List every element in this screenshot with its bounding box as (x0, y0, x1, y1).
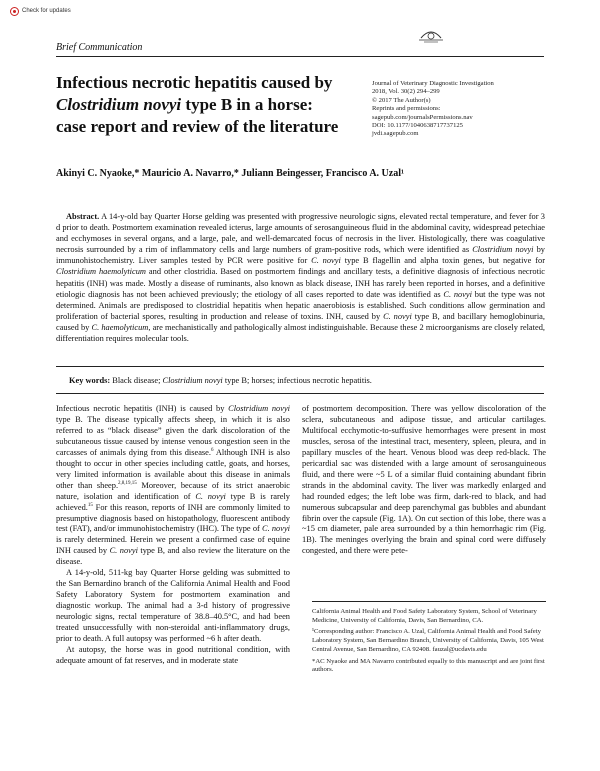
abstract-italic: C. novyi (443, 289, 472, 299)
text: type B is rarely achieved. (56, 491, 290, 512)
abstract-italic: Clostridium novyi (472, 245, 534, 255)
title-species: Clostridium novyi (56, 95, 182, 114)
title-line-2 (56, 94, 356, 116)
footnotes (312, 608, 546, 678)
abstract-italic: C. novyi (383, 311, 412, 321)
abstract-text: but the type was not determined. Animals are predisposed to clostridial hepatitis when hepatic anaerobiosis is established. Such conditions allow germination and proliferation of bacterial spores, resulting in production and release of toxins. INH, caused by (56, 289, 545, 321)
keywords-text: Black disease; (110, 376, 163, 385)
footnote-corresponding: ¹Corresponding author: Francisco A. Uzal, California Animal Health and Food Safety Laboratory System, San Bernardino Branch, University of California, Davis, 105 West Central Avenue, San Bernardino, CA 92408. fauzal@ucdavis.edu (312, 628, 544, 653)
title-line-1: Infectious necrotic hepatitis caused by (56, 73, 333, 92)
abstract-rule (56, 366, 544, 367)
header-rule (56, 56, 544, 57)
journal-line[interactable]: jvdi.sagepub.com (372, 130, 419, 138)
footnote-equal-contribution: *AC Nyaoke and MA Navarro contributed equally to this manuscript and are joint first authors. (312, 657, 545, 674)
journal-line: © 2017 The Author(s) (372, 96, 431, 104)
abstract-text: , are mechanistically and pathologically almost indistinguishable. Because these 2 microorganisms are closely related, differentiation requires molecular tools. (56, 322, 545, 344)
italic: C. novyi (109, 546, 138, 556)
journal-line: Reprints and permissions: (372, 105, 441, 113)
text: For this reason, reports of INH are commonly limited to presumptive diagnosis based on histopathology, fluorescent antibody test (FAT), and/or immunohistochemistry (IHC). The type of (56, 502, 290, 534)
abstract-text: type B flagellin and alpha toxin genes, but negative for (340, 256, 545, 266)
text: Infectious necrotic hepatitis (INH) is caused by (56, 404, 229, 413)
text: is rarely determined. Herein we present a confirmed case of equine INH caused by (56, 535, 290, 556)
italic: Clostridium novyi (228, 404, 290, 413)
abstract-label: Abstract. (66, 212, 100, 221)
update-badge-label: Check for updates (22, 8, 71, 14)
title-line-3: case report and review of the literature (56, 117, 339, 136)
update-icon (10, 7, 19, 16)
journal-info (372, 80, 547, 139)
abstract-text: A 14-y-old bay Quarter Horse gelding was presented with progressive neurologic signs, elevated rectal temperature, and fever for 3 d prior to death. Postmortem examination revealed icterus, large amounts of serosanguineous fluid in the abdominal cavity, widespread petechiae and ecchymoses in several organs, and a large, pale, and well-demarcated focus of necrosis in the liver. Histologically, there was coagulative necrosis surrounded by a rim of inflammatory cells and large numbers of gram-positive rods, which were identified as (56, 212, 545, 255)
keywords-text: type B; horses; infectious necrotic hepatitis. (222, 376, 372, 385)
journal-line[interactable]: DOI: 10.1177/1040638717737125 (372, 122, 463, 130)
abstract-text: type B, and bacillary hemoglobinuria, caused by (56, 311, 545, 332)
check-for-updates-badge[interactable] (10, 6, 90, 16)
text: Although INH is also thought to occur in other species including cattle, goats, and horses, very limited information is available about this disease in animals other than sheep. (56, 447, 290, 490)
paragraph (56, 404, 290, 568)
body-column-left (56, 404, 290, 667)
abstract-italic: C. haemolyticum (91, 322, 149, 332)
keywords-rule (56, 393, 544, 394)
keywords-label: Key words: (69, 376, 111, 385)
author-list: Akinyi C. Nyaoke,* Mauricio A. Navarro,* Juliann Beingesser, Francisco A. Uzal¹ (56, 168, 404, 179)
body-column-right (302, 404, 546, 557)
journal-logo-icon (418, 24, 444, 46)
keywords-italic: Clostridium novyi (162, 376, 223, 385)
paragraph: of postmortem decomposition. There was yellow discoloration of the sclera, subcutaneous and adipose tissue, and articular cartilages. Multifocal ecchymotic-to-suffusive hemorrhages were present in most muscles, serosa of the intestinal tract, mesentery, spleen, pleura, and in papillary muscles of the heart. Venous blood was deep red-black. The pericardial sac was distended with a large amount of serosanguineous fluid, and there were ~5 L of a similar fluid containing abundant fibrin strands in the abdominal cavity. The liver was markedly enlarged and had rounded edges; the left lobe was firm, dark-red to black, and had numerous subcapsular and deep parenchymal gas bubbles and abundant fibrin over the capsule (Fig. 1A). On cut section of this lobe, there was a ~15 cm diameter, pale area surrounded by a thin hemorrhagic rim (Fig. 1B). The meninges overlying the brain and spinal cord were diffusely congested, and there were pete- (302, 404, 546, 556)
journal-line: 2018, Vol. 30(2) 294–299 (372, 88, 440, 96)
abstract-italic: Clostridium haemolyticum (56, 267, 146, 277)
footnote-affiliation: California Animal Health and Food Safety Laboratory System, School of Veterinary Medicine, University of California, Davis, San Bernardino, CA. (312, 608, 537, 624)
citation[interactable]: 2,8,19,15 (118, 480, 137, 486)
paragraph: At autopsy, the horse was in good nutritional condition, with adequate amount of fat reserves, and in moderate state (56, 644, 290, 665)
journal-line: Journal of Veterinary Diagnostic Investigation (372, 80, 494, 87)
title-line-2-rest: type B in a horse: (181, 95, 313, 114)
italic: C. novyi (195, 491, 226, 501)
section-label: Brief Communication (56, 42, 143, 53)
paragraph: A 14-y-old, 511-kg bay Quarter Horse gelding was submitted to the San Bernardino branch of the California Animal Health and Food Safety Laboratory System for postmortem examination and diagnostic workup. The animal had a 3-d history of progressive neurologic signs, rectal temperature of 38.8–40.5°C, and had been treated unsuccessfully with non-steroidal anti-inflammatory drugs, prior to death. A full autopsy was performed ~6 h after death. (56, 568, 290, 644)
text: type B, and also review the literature on the disease. (56, 546, 291, 567)
abstract (56, 211, 545, 344)
abstract-text: by immunohistochemistry. Liver samples tested by PCR were positive for (56, 245, 545, 266)
journal-line[interactable]: sagepub.com/journalsPermissions.nav (372, 113, 473, 121)
keywords (69, 376, 545, 385)
footnote-rule (312, 601, 546, 602)
article-title (56, 72, 356, 138)
abstract-italic: C. novyi (311, 256, 341, 266)
text: type B. The disease typically affects sheep, in which it is also referred to as “black disease” given the dark discoloration of the subcutaneous tissue caused by intense venous congestion seen in the carcasses of animals dying from this disease. (56, 414, 290, 457)
italic: C. novyi (262, 524, 290, 534)
text: Moreover, because of its strict anaerobic nature, isolation and identification of (56, 480, 291, 501)
citation[interactable]: 6 (210, 448, 214, 454)
citation[interactable]: 15 (87, 502, 93, 508)
abstract-text: and other clostridia. Based on postmortem findings and ancillary tests, a definitive diagnosis of infectious necrotic hepatitis (INH) was made. Mostly a disease of ruminants, also known as black disease, INH has rarely been reported in horses, and a definitive etiologic diagnosis has not been achieved previously; the etiology of all cases reported to date was identified as (56, 267, 545, 299)
